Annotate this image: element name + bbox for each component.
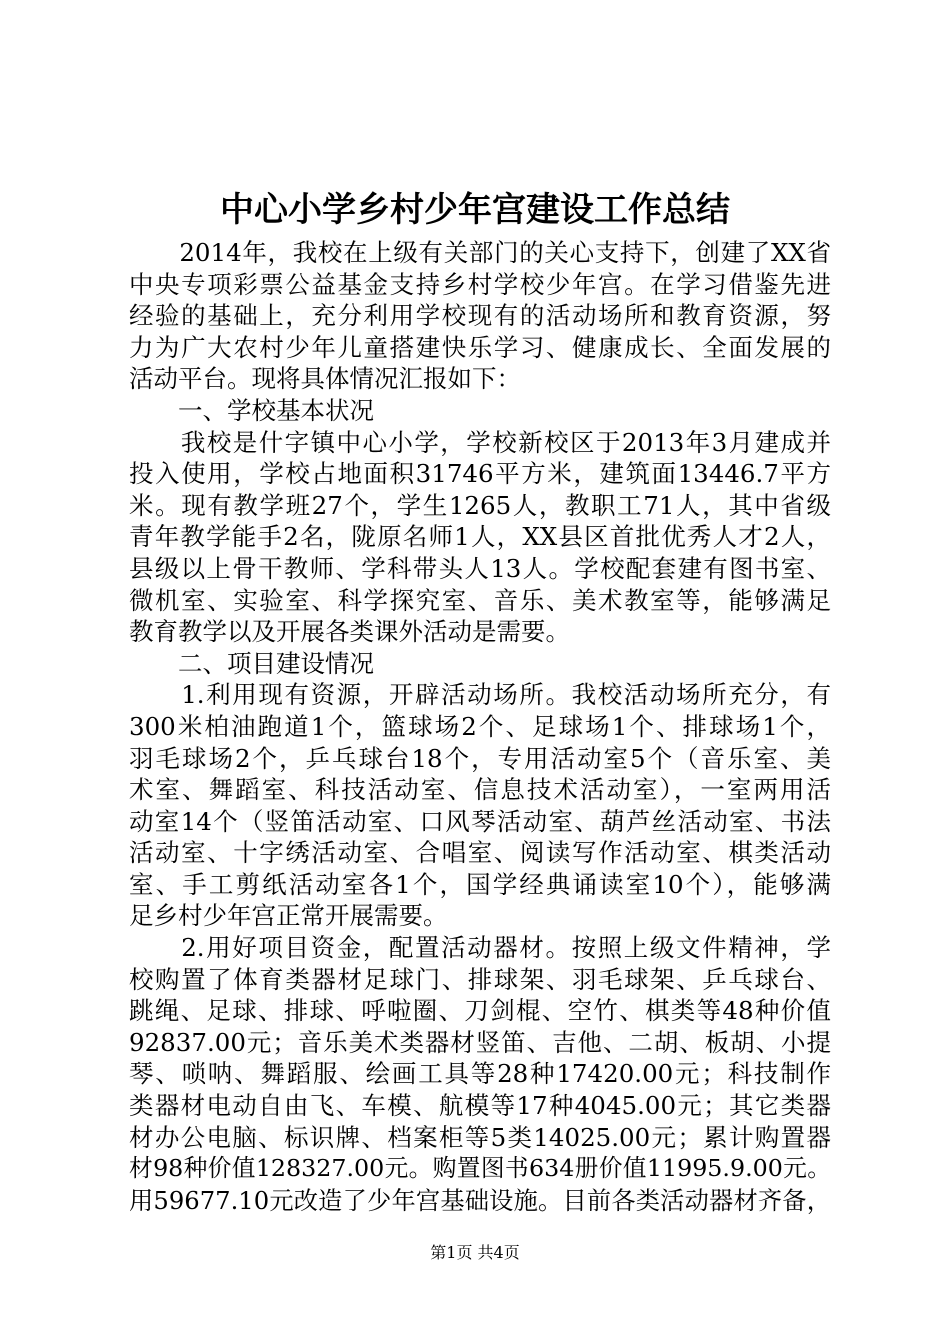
body-line: 米。现有教学班27个，学生1265人，教职工71人，其中省级 bbox=[129, 490, 831, 520]
body-line: 活动平台。现将具体情况汇报如下： bbox=[129, 364, 521, 394]
body-line: 用59677.10元改造了少年宫基础设施。目前各类活动器材齐备， bbox=[129, 1185, 831, 1215]
body-line: 动室14个（竖笛活动室、口风琴活动室、葫芦丝活动室、书法 bbox=[129, 806, 831, 836]
body-line: 跳绳、足球、排球、呼啦圈、刀剑棍、空竹、棋类等48种价值 bbox=[129, 996, 831, 1026]
body-line: 2014年，我校在上级有关部门的关心支持下，创建了XX省 bbox=[129, 238, 831, 267]
body-line: 室、手工剪纸活动室各1个，国学经典诵读室10个），能够满 bbox=[129, 869, 831, 899]
body-line: 1.利用现有资源，开辟活动场所。我校活动场所充分，有 bbox=[129, 680, 831, 710]
body-line: 我校是什字镇中心小学，学校新校区于2013年3月建成并 bbox=[129, 427, 831, 457]
body-line: 活动室、十字绣活动室、合唱室、阅读写作活动室、棋类活动 bbox=[129, 838, 831, 868]
document-title: 中心小学乡村少年宫建设工作总结 bbox=[220, 190, 730, 230]
body-line: 羽毛球场2个，乒乓球台18个，专用活动室5个（音乐室、美 bbox=[129, 743, 831, 773]
body-line: 术室、舞蹈室、科技活动室、信息技术活动室），一室两用活 bbox=[129, 775, 831, 805]
body-line: 2.用好项目资金，配置活动器材。按照上级文件精神，学 bbox=[129, 933, 831, 963]
body-line: 300米柏油跑道1个，篮球场2个、足球场1个、排球场1个， bbox=[129, 711, 831, 741]
body-line: 力为广大农村少年儿童搭建快乐学习、健康成长、全面发展的 bbox=[129, 332, 831, 362]
body-line: 92837.00元；音乐美术类器材竖笛、吉他、二胡、板胡、小提 bbox=[129, 1027, 831, 1057]
body-line: 材98种价值128327.00元。购置图书634册价值11995.9.00元。 bbox=[129, 1154, 831, 1183]
body-line: 类器材电动自由飞、车模、航模等17种4045.00元；其它类器 bbox=[129, 1091, 831, 1121]
body-line: 中央专项彩票公益基金支持乡村学校少年宫。在学习借鉴先进 bbox=[129, 269, 831, 299]
body-line: 校购置了体育类器材足球门、排球架、羽毛球架、乒乓球台、 bbox=[129, 964, 831, 994]
document-body bbox=[129, 237, 831, 1216]
body-line: 二、项目建设情况 bbox=[129, 648, 374, 678]
body-line: 微机室、实验室、科学探究室、音乐、美术教室等，能够满足 bbox=[129, 585, 831, 615]
body-line: 琴、唢呐、舞蹈服、绘画工具等28种17420.00元；科技制作 bbox=[129, 1059, 831, 1089]
page-footer: 第1页 共4页 bbox=[430, 1243, 520, 1262]
body-line: 足乡村少年宫正常开展需要。 bbox=[129, 901, 448, 931]
body-line: 青年教学能手2名，陇原名师1人，XX县区首批优秀人才2人， bbox=[129, 522, 831, 552]
body-line: 经验的基础上，充分利用学校现有的活动场所和教育资源，努 bbox=[129, 301, 831, 331]
body-line: 县级以上骨干教师、学科带头人13人。学校配套建有图书室、 bbox=[129, 553, 831, 583]
body-line: 材办公电脑、标识牌、档案柜等5类14025.00元；累计购置器 bbox=[129, 1122, 831, 1152]
body-line: 投入使用，学校占地面积31746平方米，建筑面13446.7平方 bbox=[129, 459, 831, 489]
body-line: 教育教学以及开展各类课外活动是需要。 bbox=[129, 617, 570, 647]
body-line: 一、学校基本状况 bbox=[129, 395, 374, 425]
